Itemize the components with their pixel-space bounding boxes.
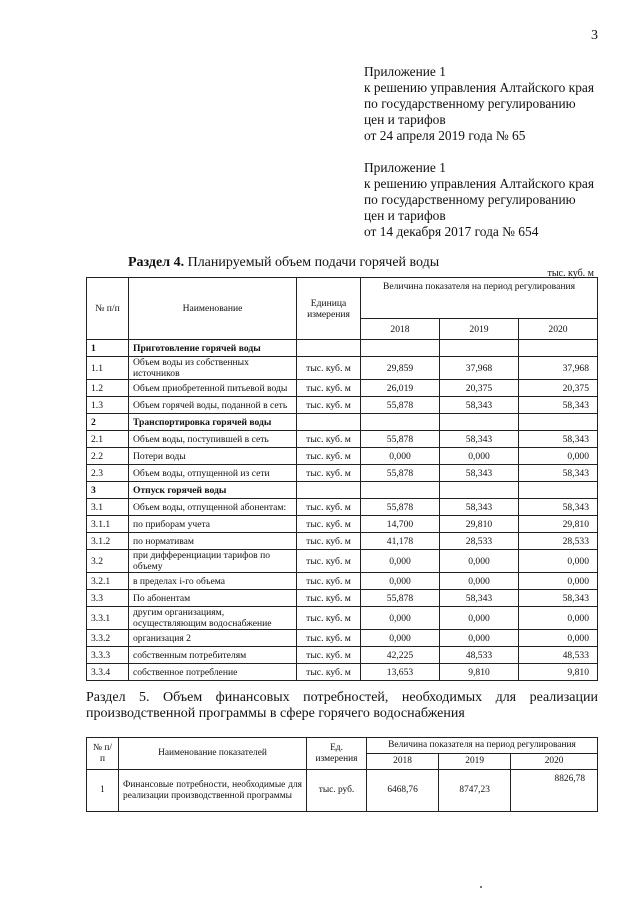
row-num: 2.2 xyxy=(87,448,129,465)
row-value: 14,700 xyxy=(361,516,440,533)
row-unit: тыс. куб. м xyxy=(297,630,361,647)
row-value: 58,343 xyxy=(440,590,519,607)
row-value: 48,533 xyxy=(519,647,598,664)
row-name: по нормативам xyxy=(129,533,297,550)
row-value: 55,878 xyxy=(361,465,440,482)
row-value: 29,810 xyxy=(519,516,598,533)
row-value: 37,968 xyxy=(440,357,519,380)
row-name: собственное потребление xyxy=(129,664,297,681)
row-num: 1 xyxy=(87,770,119,812)
row-name: Транспортировка горячей воды xyxy=(129,414,297,431)
row-value: 13,653 xyxy=(361,664,440,681)
appendix-line: цен и тарифов xyxy=(364,112,446,127)
row-value xyxy=(519,414,598,431)
table-row xyxy=(87,380,598,397)
row-value: 58,343 xyxy=(440,465,519,482)
table-row xyxy=(87,533,598,550)
section4-table xyxy=(86,277,598,681)
row-num: 1.1 xyxy=(87,357,129,380)
row-unit: тыс. куб. м xyxy=(297,607,361,630)
header-year: 2018 xyxy=(361,319,440,340)
row-num: 1 xyxy=(87,340,129,357)
table-row xyxy=(87,431,598,448)
row-name: По абонентам xyxy=(129,590,297,607)
row-value: 0,000 xyxy=(519,573,598,590)
row-value: 48,533 xyxy=(440,647,519,664)
row-value: 58,343 xyxy=(440,431,519,448)
row-unit: тыс. куб. м xyxy=(297,357,361,380)
row-name: организация 2 xyxy=(129,630,297,647)
header-year: 2020 xyxy=(511,754,598,770)
appendix-line: по государственному регулированию xyxy=(364,192,576,207)
row-num: 3.3.2 xyxy=(87,630,129,647)
row-name: Объем горячей воды, поданной в сеть xyxy=(129,397,297,414)
row-value: 0,000 xyxy=(440,573,519,590)
row-value: 9,810 xyxy=(440,664,519,681)
row-value: 0,000 xyxy=(361,448,440,465)
row-num: 3.2 xyxy=(87,550,129,573)
section5-title-line: производственной программы в сфере горячего водоснабжения xyxy=(86,706,465,721)
table-group-row xyxy=(87,340,598,357)
appendix-line: по государственному регулированию xyxy=(364,96,576,111)
row-name: Потери воды xyxy=(129,448,297,465)
row-value: 58,343 xyxy=(519,431,598,448)
row-num: 1.3 xyxy=(87,397,129,414)
table-row xyxy=(87,573,598,590)
row-unit: тыс. куб. м xyxy=(297,397,361,414)
row-value: 0,000 xyxy=(440,607,519,630)
row-value: 0,000 xyxy=(361,607,440,630)
row-num: 3.1.1 xyxy=(87,516,129,533)
section4-title-text: Планируемый объем подачи горячей воды xyxy=(187,255,440,270)
row-name: Объем воды из собственных источников xyxy=(129,357,297,380)
table-row xyxy=(87,397,598,414)
row-name: Приготовление горячей воды xyxy=(129,340,297,357)
table-group-row xyxy=(87,482,598,499)
table-row xyxy=(87,550,598,573)
row-num: 3.3 xyxy=(87,590,129,607)
section5-title xyxy=(86,690,598,722)
row-value: 55,878 xyxy=(361,431,440,448)
appendix-line: цен и тарифов xyxy=(364,208,446,223)
row-num: 2.1 xyxy=(87,431,129,448)
row-value: 20,375 xyxy=(519,380,598,397)
header-name: Наименование xyxy=(129,278,297,340)
row-value: 42,225 xyxy=(361,647,440,664)
row-value: 8826,78 xyxy=(511,770,598,812)
row-value: 0,000 xyxy=(519,630,598,647)
row-num: 2.3 xyxy=(87,465,129,482)
row-value: 28,533 xyxy=(440,533,519,550)
appendix-previous xyxy=(364,160,594,240)
table-row xyxy=(87,664,598,681)
row-value: 37,968 xyxy=(519,357,598,380)
table-row xyxy=(87,465,598,482)
row-value: 0,000 xyxy=(440,448,519,465)
header-period: Величина показателя на период регулирования xyxy=(367,738,598,754)
row-name: Объем воды, поступившей в сеть xyxy=(129,431,297,448)
row-value xyxy=(440,414,519,431)
row-unit: тыс. куб. м xyxy=(297,431,361,448)
row-value: 29,859 xyxy=(361,357,440,380)
row-num: 3.3.3 xyxy=(87,647,129,664)
section4-title xyxy=(128,255,439,271)
row-name: по приборам учета xyxy=(129,516,297,533)
row-unit: тыс. куб. м xyxy=(297,499,361,516)
row-num: 3 xyxy=(87,482,129,499)
appendix-current xyxy=(364,64,594,144)
header-num: № п/п xyxy=(87,738,119,770)
row-name: в пределах i-го объема xyxy=(129,573,297,590)
row-unit xyxy=(297,482,361,499)
row-name: Отпуск горячей воды xyxy=(129,482,297,499)
row-unit: тыс. куб. м xyxy=(297,533,361,550)
appendix-line: от 14 декабря 2017 года № 654 xyxy=(364,224,539,239)
row-num: 2 xyxy=(87,414,129,431)
row-value: 0,000 xyxy=(519,550,598,573)
row-num: 3.3.1 xyxy=(87,607,129,630)
row-name: Объем воды, отпущенной из сети xyxy=(129,465,297,482)
table-row xyxy=(87,607,598,630)
row-name: при дифференциации тарифов по объему xyxy=(129,550,297,573)
row-value xyxy=(440,482,519,499)
page-number: 3 xyxy=(591,28,598,43)
row-name: Объем приобретенной питьевой воды xyxy=(129,380,297,397)
row-unit: тыс. куб. м xyxy=(297,550,361,573)
section4-label: Раздел 4. xyxy=(128,255,185,270)
row-value xyxy=(519,482,598,499)
row-value: 58,343 xyxy=(519,397,598,414)
row-value: 0,000 xyxy=(361,550,440,573)
appendix-line: Приложение 1 xyxy=(364,64,446,79)
row-value: 0,000 xyxy=(440,550,519,573)
row-value: 0,000 xyxy=(519,607,598,630)
header-year: 2020 xyxy=(519,319,598,340)
row-unit: тыс. куб. м xyxy=(297,573,361,590)
table-row xyxy=(87,516,598,533)
row-value: 0,000 xyxy=(519,448,598,465)
row-value: 58,343 xyxy=(440,499,519,516)
table-row xyxy=(87,357,598,380)
row-num: 3.3.4 xyxy=(87,664,129,681)
row-value: 55,878 xyxy=(361,499,440,516)
row-name: Объем воды, отпущенной абонентам: xyxy=(129,499,297,516)
row-value: 58,343 xyxy=(440,397,519,414)
row-value xyxy=(440,340,519,357)
appendix-line: Приложение 1 xyxy=(364,160,446,175)
row-unit: тыс. куб. м xyxy=(297,590,361,607)
row-num: 1.2 xyxy=(87,380,129,397)
header-period: Величина показателя на период регулирования xyxy=(361,278,598,319)
header-year: 2019 xyxy=(439,754,511,770)
table-row xyxy=(87,630,598,647)
row-value: 55,878 xyxy=(361,590,440,607)
row-value: 58,343 xyxy=(519,499,598,516)
row-unit: тыс. куб. м xyxy=(297,448,361,465)
row-unit: тыс. куб. м xyxy=(297,380,361,397)
row-value: 58,343 xyxy=(519,590,598,607)
row-value xyxy=(361,414,440,431)
header-year: 2018 xyxy=(367,754,439,770)
row-value: 28,533 xyxy=(519,533,598,550)
row-name: другим организациям, осуществляющим водоснабжение xyxy=(129,607,297,630)
row-name: Финансовые потребности, необходимые для реализации производственной программы xyxy=(119,770,307,812)
row-value: 55,878 xyxy=(361,397,440,414)
table-row xyxy=(87,448,598,465)
row-value: 0,000 xyxy=(361,573,440,590)
header-year: 2019 xyxy=(440,319,519,340)
row-num: 3.1 xyxy=(87,499,129,516)
row-unit xyxy=(297,340,361,357)
row-value: 0,000 xyxy=(361,630,440,647)
table-row xyxy=(87,647,598,664)
row-value: 29,810 xyxy=(440,516,519,533)
appendix-line: к решению управления Алтайского края xyxy=(364,176,594,191)
appendix-line: от 24 апреля 2019 года № 65 xyxy=(364,128,526,143)
table-group-row xyxy=(87,414,598,431)
row-value: 9,810 xyxy=(519,664,598,681)
table-row xyxy=(87,499,598,516)
row-value: 0,000 xyxy=(440,630,519,647)
row-value xyxy=(519,340,598,357)
row-num: 3.2.1 xyxy=(87,573,129,590)
row-num: 3.1.2 xyxy=(87,533,129,550)
header-unit: Единица измерения xyxy=(297,278,361,340)
row-unit xyxy=(297,414,361,431)
row-unit: тыс. куб. м xyxy=(297,664,361,681)
header-name: Наименование показателей xyxy=(119,738,307,770)
table-row xyxy=(87,590,598,607)
section5-title-line: Раздел 5. Объем финансовых потребностей, необходимых для реализации xyxy=(86,690,598,705)
section5-table xyxy=(86,737,598,812)
row-value xyxy=(361,340,440,357)
row-value: 6468,76 xyxy=(367,770,439,812)
header-num: № п/п xyxy=(87,278,129,340)
row-value: 26,019 xyxy=(361,380,440,397)
row-value: 41,178 xyxy=(361,533,440,550)
section4-table-body xyxy=(87,340,598,681)
units-note: тыс. куб. м xyxy=(547,268,594,279)
row-value: 8747,23 xyxy=(439,770,511,812)
row-value: 58,343 xyxy=(519,465,598,482)
row-unit: тыс. куб. м xyxy=(297,465,361,482)
row-unit: тыс. куб. м xyxy=(297,647,361,664)
row-name: собственным потребителям xyxy=(129,647,297,664)
table-row xyxy=(87,770,598,812)
row-value: 20,375 xyxy=(440,380,519,397)
row-unit: тыс. куб. м xyxy=(297,516,361,533)
header-unit: Ед. измерения xyxy=(307,738,367,770)
row-unit: тыс. руб. xyxy=(307,770,367,812)
row-value xyxy=(361,482,440,499)
appendix-line: к решению управления Алтайского края xyxy=(364,80,594,95)
scan-dot xyxy=(480,886,482,888)
